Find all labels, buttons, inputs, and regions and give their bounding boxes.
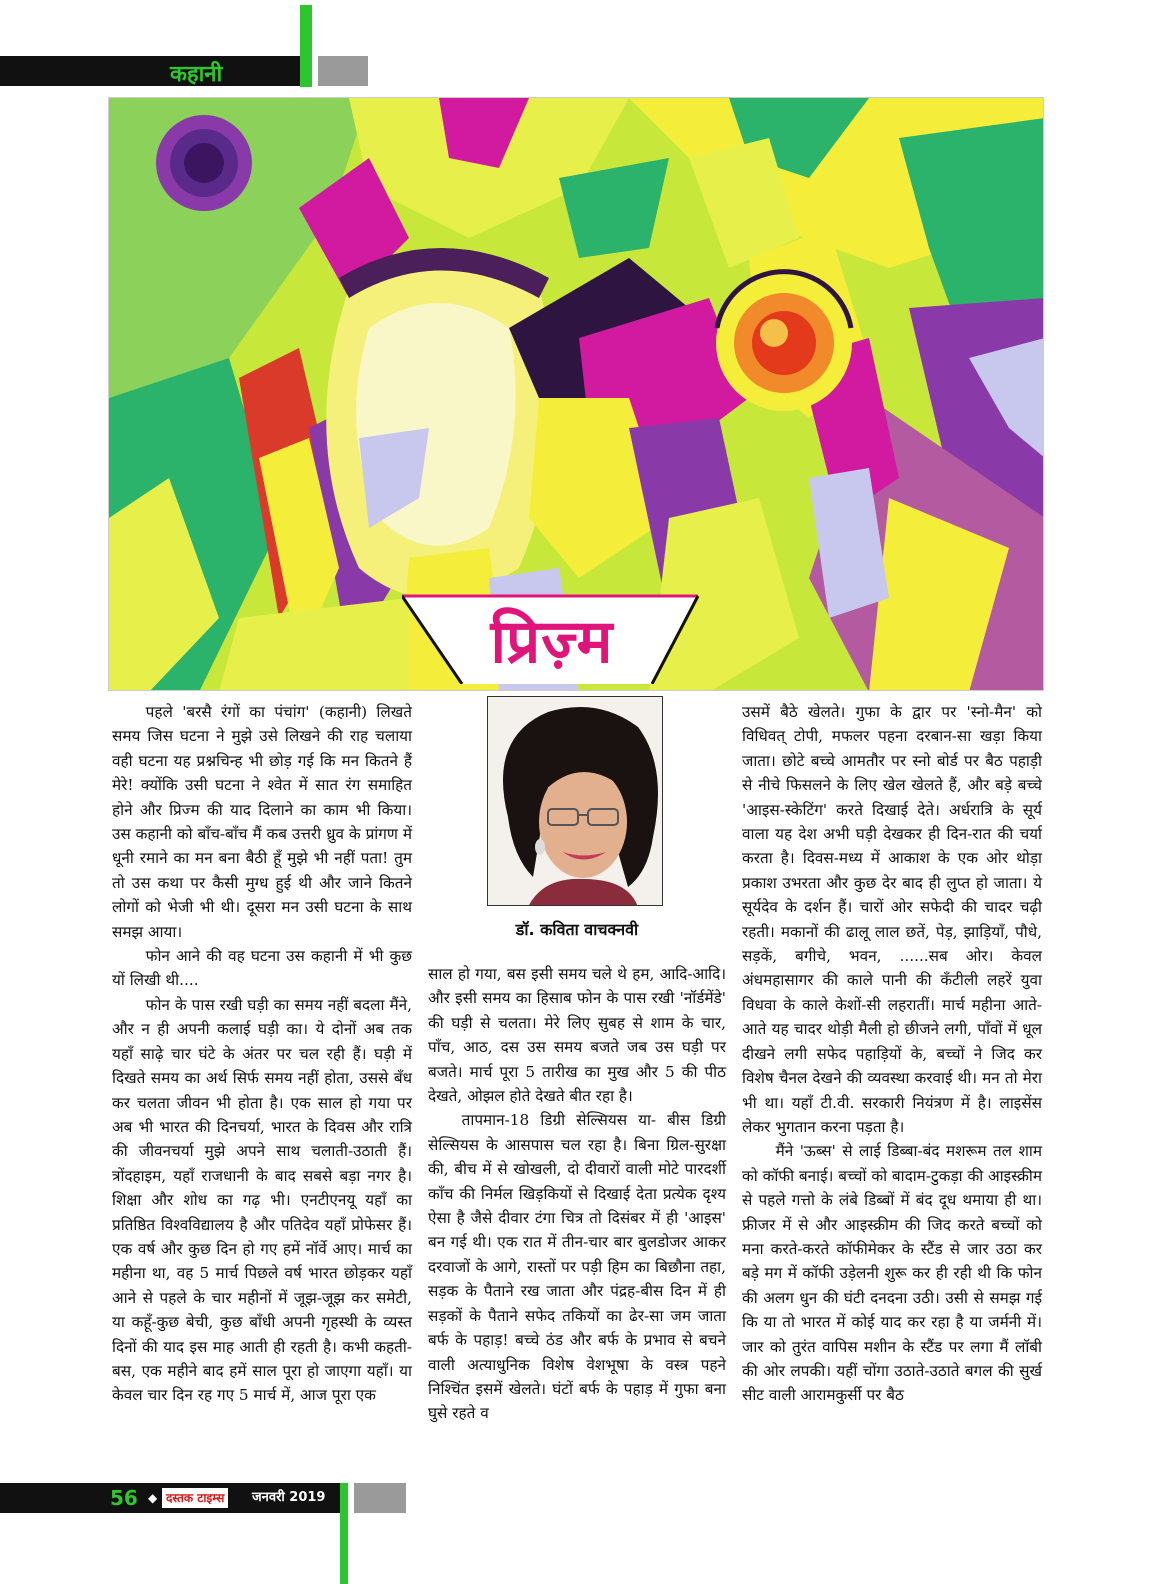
paragraph: पहले 'बरसै रंगों का पंचांग' (कहानी) लिखते समय जिस घटना ने मुझे उसे लिखने की राह चलाया वही घटना यह प्रश्नचिन्ह भी छोड़ गई कि मन कितने हैं मेरे! क्योंकि उसी घटना ने श्वेत में सात रंग समाहित होने और प्रिज्म की याद दिलाने का काम भी किया। उस कहानी को बाँच-बाँच मैं कब उत्तरी ध्रुव के प्रांगण में धूनी रमाने का मन बना बैठी हूँ मुझे भी नहीं पता! तुम तो उस कथा पर कैसी मुग्ध हुई थी और जाने कितने लोगों को भेजी भी थी। दूसरा मन उसी घटना के साथ समझ आया। [112,703,412,941]
article-column-1 [112,700,412,1408]
footer-grey-block [354,1483,406,1513]
paragraph: तापमान-18 डिग्री सेल्सियस या- बीस डिग्री सेल्सियस के आसपास चल रहा है। बिना ग्रिल-सुरक्षा की, बीच में से खोखली, दो दीवारों वाली मोटे पारदर्शी काँच की निर्मल खिड़कियों से दिखाई देता प्रत्येक दृश्य ऐसा है जैसे दीवार टंगा चित्र तो दिसंबर में ही 'आइस' बन गई थी। एक रात में तीन-चार बार बुलडोजर आकर दरवाजों के आगे, रास्तों पर पड़ी हिम का बिछौना तहा, सड़क के पैताने रख जाता और पंद्रह-बीस दिन में ही सड़कों के पैताने सफेद तकियों का ढेर-सा जम जाता बर्फ के पहाड़! बच्चे ठंड और बर्फ के प्रभाव से बचने वाली अत्याधुनिक विशेष वेशभूषा के वस्त्र पहने निश्चिंत इसमें खेलते। घंटों बर्फ के पहाड़ में गुफा बना घुसे रहते व [428,1111,726,1423]
issue-date: जनवरी 2019 [252,1490,326,1505]
footer-bullet-icon: ◆ [148,1491,158,1505]
magazine-logo: दस्तक टाइम्स [162,1488,228,1508]
footer-accent-stripe [340,1483,348,1584]
paragraph: उसमें बैठे खेलते। गुफा के द्वार पर 'स्नो-मैन' को विधिवत् टोपी, मफलर पहना दरबान-सा खड़ा किया जाता। छोटे बच्चे आमतौर पर स्नो बोर्ड पर बैठ पहाड़ी से नीचे फिसलने के लिए खेल खेलते हैं, और बड़े बच्चे 'आइस-स्केटिंग' करते दिखाई देते। अर्धरात्रि के सूर्य वाला यह देश अभी घड़ी देखकर ही दिन-रात की चर्या करता है। दिवस-मध्य में आकाश के एक ओर थोड़ा प्रकाश उभरता और कुछ देर बाद ही लुप्त हो जाता। ये सूर्यदेव के दर्शन हैं। चारों ओर सफेदी की चादर चढ़ी रहती। मकानों की ढालू लाल छतें, पेड़, झाड़ियाँ, पौधे, सड़कें, बगीचे, भवन, ......सब ओर। केवल अंधमहासागर की काले पानी की कँटीली लहरें युवा विधवा के काले केशों-सी लहरातीं। मार्च महीना आते-आते यह चादर थोड़ी मैली हो छीजने लगी, पाँवों में धूल दीखने लगी सफेद पहाड़ियों के, बच्चों ने जिद कर विशेष चैनल देखने की व्यवस्था करवाई थी। मन तो मेरा भी था। यहाँ टी.वी. सरकारी नियंत्रण में है। लाइसेंस लेकर भुगतान करना पड़ता है। [742,703,1042,1136]
page-number: 56 [110,1486,138,1510]
paragraph: मैंने 'ऊब्स' से लाई डिब्बा-बंद मशरूम तल शाम को कॉफी बनाई। बच्चों को बादाम-टुकड़ा की आइस्क्रीम से पहले गत्तो के लंबे डिब्बों में बंद दूध थमाया ही था। फ्रीजर में से और आइस्क्रीम की जिद करते बच्चों को मना करते-करते कॉफीमेकर के स्टैंड से जार उठा कर बड़े मग में कॉफी उड़ेलनी शुरू कर ही रही थी कि फोन की अलग धुन की घंटी दनदना उठी। उसी से समझ गई कि या तो भारत में कोई याद कर रहा है या जर्मनी में। जार को तुरंत वापिस मशीन के स्टैंड पर लगा मैं लॉबी की ओर लपकी। यहीं चोंगा उठाते-उठाते बगल की सुर्ख सीट वाली आरामकुर्सी पर बैठ [742,1142,1042,1405]
section-header-bar [0,56,300,86]
author-name: डॉ. कविता वाचक्नवी [515,920,639,939]
paragraph: फोन के पास रखी घड़ी का समय नहीं बदला मैंने, और न ही अपनी कलाई घड़ी का। ये दोनों अब तक यहाँ साढ़े चार घंटे के अंतर पर चल रही हैं। घड़ी में दिखते समय का अर्थ सिर्फ समय नहीं होता, उससे बँध कर चलता जीवन भी होता है। एक साल हो गया पर अब भी भारत की दिनचर्या, भारत के दिवस और रात्रि की जीवनचर्या मुझे अपने साथ चलाती-उठाती हैं। त्रोंदहाइम, यहाँ राजधानी के बाद सबसे बड़ा नगर है। शिक्षा और शोध का गढ़ भी। एनटीएनयू यहाँ का प्रतिष्ठित विश्वविद्यालय है और पतिदेव यहाँ प्रोफेसर हैं। एक वर्ष और कुछ दिन हो गए हमें नॉर्वे आए। मार्च का महीना था, वह 5 मार्च पिछले वर्ष भारत छोड़कर यहाँ आने से पहले के चार महीनों में जूझ-जूझ कर समेटी, या कहूँ-कुछ बेची, कुछ बाँधी अपनी गृहस्थी के व्यस्त दिनों की याद इस माह आती ही रहती है। कभी कहती-बस, एक महीने बाद हमें साल पूरा हो जाएगा यहाँ। या केवल चार दिन रह गए 5 मार्च में, आज पूरा एक [112,995,412,1405]
header-accent-stripe [300,5,312,87]
paragraph: फोन आने की वह घटना उस कहानी में भी कुछ यों लिखी थी.... [112,947,412,990]
section-label: कहानी [170,62,223,87]
article-column-2 [428,962,726,1426]
story-title: प्रिज़्म [490,607,614,677]
article-column-3 [742,700,1042,1408]
header-grey-block [318,56,368,86]
author-photo [487,696,663,906]
paragraph: साल हो गया, बस इसी समय चले थे हम, आदि-आदि। और इसी समय का हिसाब फोन के पास रखी 'नॉर्डमेंडे' की घड़ी से चलता। मेरे लिए सुबह से शाम के चार, पाँच, आठ, दस उस समय बजते जब उस घड़ी पर बजते। मार्च पूरा 5 तारीख का मुख और 5 की पीठ देखते, ओझल होते देखते बीत रहा है। [428,965,726,1106]
